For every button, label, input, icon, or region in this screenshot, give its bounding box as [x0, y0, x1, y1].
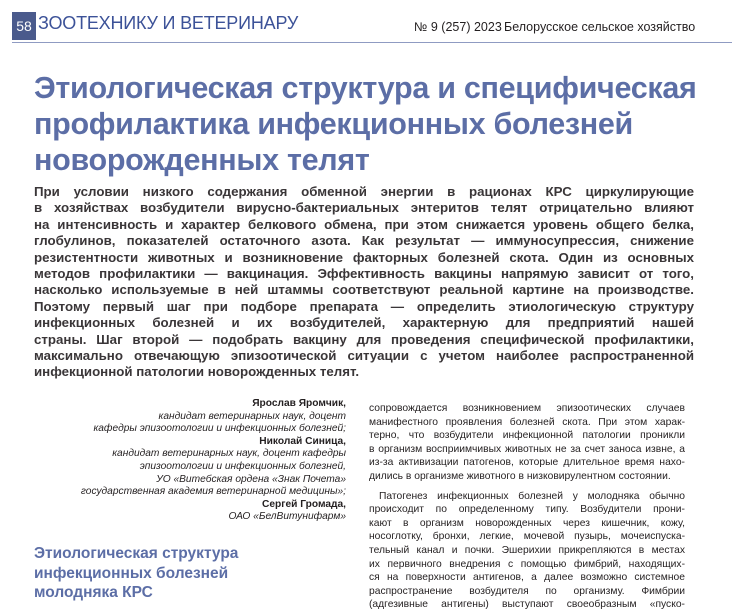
- subhead-line: Этиологическая структура: [34, 545, 239, 562]
- subhead-line: инфекционных болезней: [34, 564, 229, 582]
- body-line: сопровождается возникновением эпизоотических случаев: [369, 403, 685, 414]
- body-line: терно, что возбудители инфекционной патологии проникли: [369, 430, 685, 442]
- section-subheading: [34, 544, 294, 603]
- lead-line: При условии низкого содержания обменной энергии в рационах КРС циркулирующие: [34, 184, 694, 199]
- lead-line: на интенсивность и характер белкового обмена, при этом снижается уровень общего белка,: [34, 216, 694, 232]
- page-header: [0, 0, 732, 44]
- body-line: (адгезивные антигены) выступают своеобразным «пуско-: [369, 599, 685, 611]
- author-block: [20, 398, 346, 524]
- body-line: дились в организме животного в низковирулентном состоянии.: [369, 470, 671, 482]
- header-divider: [12, 42, 732, 43]
- magazine-name: Белорусское сельское хозяйство: [504, 20, 696, 34]
- lead-line: насколько используемые в ней штаммы соответствуют реальной картине на производстве.: [34, 282, 694, 298]
- lead-line: страны. Шаг второй — подобрать вакцину для проведения специфической профилактики,: [34, 331, 694, 347]
- lead-line: инфекционной патологии новорожденных телят.: [34, 364, 360, 380]
- lead-line: максимально отвечающую эпизоотической ситуации с учетом наиболее распространенной: [34, 348, 694, 364]
- issue-number: № 9 (257) 2023: [414, 20, 502, 34]
- author-affiliation: кафедры эпизоотологии и инфекционных болезней;: [93, 423, 346, 435]
- title-line: новорожденных телят: [34, 143, 370, 177]
- author-affiliation: УО «Витебская ордена «Знак Почета»: [156, 473, 346, 485]
- body-line: ся на поверхности антигенов, а далее возможно системное: [369, 572, 685, 584]
- lead-line: в хозяйствах возбудители вирусно-бактериальных энтеритов телят отрицательно влияют: [34, 200, 694, 216]
- section-title: ЗООТЕХНИКУ И ВЕТЕРИНАРУ: [38, 13, 299, 33]
- title-line: Этиологическая структура и специфическая: [34, 71, 697, 105]
- lead-line: резистентности животных и возникновение факторных болезней скота. Один из основных: [34, 249, 694, 265]
- author-affiliation: кандидат ветеринарных наук, доцент кафедры: [112, 448, 346, 460]
- author-affiliation: государственная академия ветеринарной медицины»;: [80, 486, 346, 498]
- lead-line: глобулинов, показателей остаточного азота. Как результат — иммуносупрессия, снижение: [34, 233, 694, 249]
- body-line: их первичного внедрения с помощью фимбрий, находящих-: [369, 558, 685, 570]
- body-line: носоглотку, бронхи, легкие, мочевой пузырь, мочеиспуска-: [369, 531, 685, 543]
- author-name: Ярослав Яромчик,: [252, 398, 346, 409]
- body-line: распространение возбудителя по организму. Фимбрии: [369, 585, 685, 597]
- author-affiliation: ОАО «БелВитунифарм»: [228, 511, 346, 523]
- body-line: из-за активизации патогенов, которые длительное время нахо-: [369, 457, 685, 469]
- title-line: профилактика инфекционных болезней: [34, 107, 633, 141]
- lead-line: методов профилактики — вакцинация. Эффективность вакцины напрямую зависит от того,: [34, 266, 694, 282]
- author-affiliation: кандидат ветеринарных наук, доцент: [158, 410, 346, 422]
- body-line: происходит по определенному типу. Возбудители прони-: [369, 504, 685, 516]
- author-affiliation: эпизоотологии и инфекционных болезней,: [139, 460, 346, 472]
- body-text-column: [369, 402, 685, 612]
- page-number: 58: [12, 12, 36, 40]
- body-line: тельный канал и почки. Эшерихии прикрепляются в местах: [369, 544, 685, 556]
- body-line: Патогенез инфекционных болезней у молодняка обычно: [379, 490, 685, 502]
- body-line: манифестного проявления болезней скота. При этом харак-: [369, 416, 685, 428]
- body-line: кают в организм новорожденных через кишечник, кожу,: [369, 517, 685, 529]
- article-title: [34, 70, 724, 178]
- author-name: Николай Синица,: [259, 435, 346, 447]
- lead-line: Поэтому первый шаг при подборе препарата — определить этиологическую структуру: [34, 298, 694, 314]
- body-line: в организм восприимчивых животных не за счет заноса извне, а: [369, 443, 685, 455]
- lead-line: инфекционных болезней и их возбудителей, характерную для предприятий нашей: [34, 315, 694, 331]
- article-lead: [34, 184, 694, 381]
- author-name: Сергей Громада,: [262, 498, 346, 510]
- subhead-line: молодняка КРС: [34, 584, 153, 601]
